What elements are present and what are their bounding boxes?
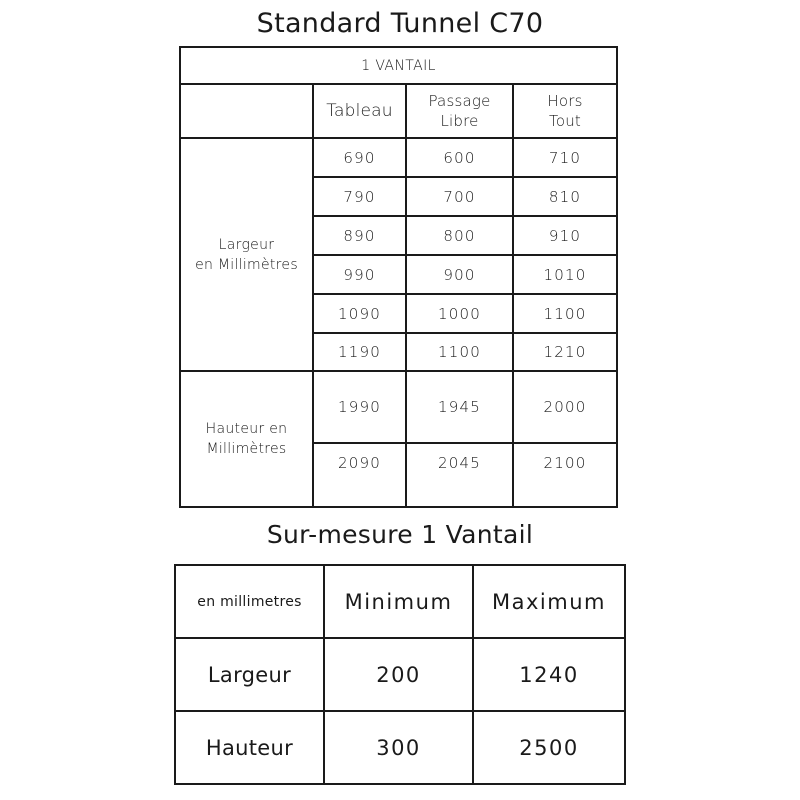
unit-corner-cell: en millimetres	[175, 565, 324, 638]
standard-table-title: Standard Tunnel C70	[256, 8, 544, 39]
row-label-line: Millimètres	[206, 441, 287, 457]
cell-hors-tout: 2000	[513, 371, 617, 443]
cell-hors-tout: 1010	[513, 255, 617, 294]
empty-corner-cell	[180, 84, 313, 138]
column-header-line: Libre	[440, 112, 479, 130]
largeur-row-label	[180, 138, 313, 371]
column-header-passage-libre	[406, 84, 513, 138]
column-header-line: Hors	[547, 92, 583, 110]
column-header-line: Passage	[428, 92, 491, 110]
row-label-largeur: Largeur	[175, 638, 324, 711]
cell-minimum: 200	[324, 638, 473, 711]
cell-hors-tout: 910	[513, 216, 617, 255]
cell-passage-libre: 800	[406, 216, 513, 255]
cell-passage-libre: 1000	[406, 294, 513, 333]
cell-hors-tout: 2100	[513, 443, 617, 507]
cell-maximum: 1240	[473, 638, 625, 711]
row-label-line: Largeur	[218, 236, 275, 253]
column-header-maximum: Maximum	[473, 565, 625, 638]
column-header-minimum: Minimum	[324, 565, 473, 638]
cell-tableau: 690	[313, 138, 406, 177]
standard-dimensions-table	[179, 46, 618, 508]
cell-tableau: 1990	[313, 371, 406, 443]
cell-minimum: 300	[324, 711, 473, 784]
cell-tableau: 2090	[313, 443, 406, 507]
cell-passage-libre: 1945	[406, 371, 513, 443]
column-header-line: Tout	[549, 112, 582, 130]
cell-passage-libre: 2045	[406, 443, 513, 507]
cell-hors-tout: 810	[513, 177, 617, 216]
vantail-header: 1 VANTAIL	[180, 47, 617, 84]
cell-hors-tout: 1100	[513, 294, 617, 333]
cell-hors-tout: 1210	[513, 333, 617, 371]
custom-table-title: Sur-mesure 1 Vantail	[266, 520, 534, 549]
column-header-tableau	[313, 84, 406, 138]
cell-hors-tout: 710	[513, 138, 617, 177]
cell-tableau: 1190	[313, 333, 406, 371]
cell-maximum: 2500	[473, 711, 625, 784]
cell-tableau: 1090	[313, 294, 406, 333]
cell-tableau: 990	[313, 255, 406, 294]
custom-dimensions-table	[174, 564, 626, 785]
cell-passage-libre: 1100	[406, 333, 513, 371]
row-label-line: en Millimètres	[195, 256, 298, 273]
hauteur-row-label	[180, 371, 313, 507]
cell-passage-libre: 900	[406, 255, 513, 294]
column-header-hors-tout	[513, 84, 617, 138]
row-label-line: Hauteur en	[205, 421, 288, 437]
cell-tableau: 890	[313, 216, 406, 255]
cell-passage-libre: 600	[406, 138, 513, 177]
row-label-hauteur: Hauteur	[175, 711, 324, 784]
cell-passage-libre: 700	[406, 177, 513, 216]
column-header-line: Tableau	[326, 101, 393, 121]
cell-tableau: 790	[313, 177, 406, 216]
